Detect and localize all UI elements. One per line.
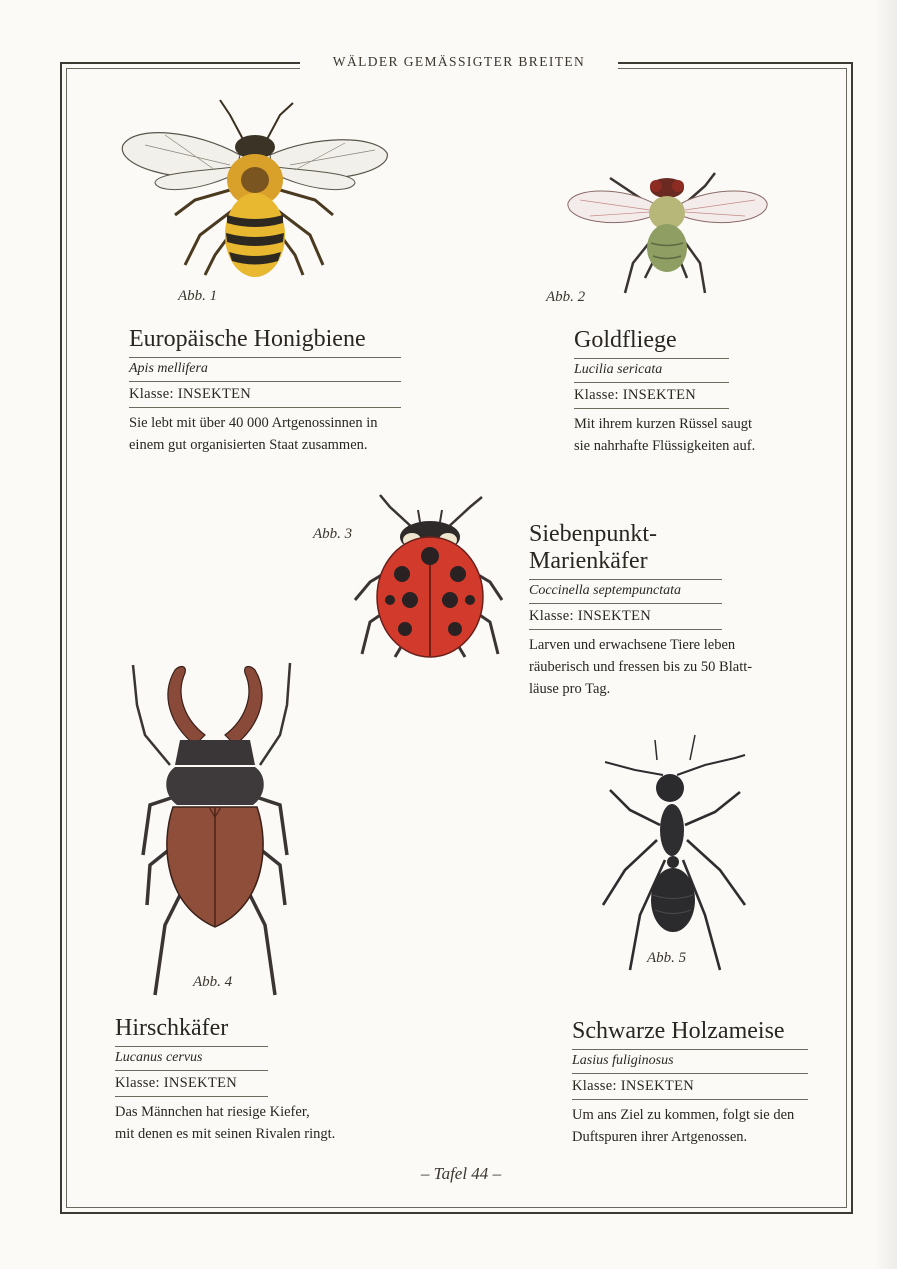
entry-class — [572, 1074, 808, 1100]
entry-class — [115, 1071, 268, 1097]
class-value: INSEKTEN — [163, 1075, 238, 1091]
class-label: Klasse: — [572, 1078, 617, 1094]
desc-line: läuse pro Tag. — [529, 681, 611, 697]
entry-name — [529, 521, 722, 580]
class-label: Klasse: — [529, 608, 574, 624]
entry-latin-name: Lucilia sericata — [574, 359, 729, 383]
footer-dash-right: – — [492, 1164, 502, 1183]
entry-name-line: Siebenpunkt- — [529, 521, 657, 547]
class-label: Klasse: — [574, 387, 619, 403]
desc-line: Larven und erwachsene Tiere leben — [529, 637, 736, 653]
figure-label-5: Abb. 5 — [647, 950, 687, 966]
entry-class — [529, 604, 722, 630]
ladybird-illustration — [350, 492, 510, 667]
desc-line: Sie lebt mit über 40 000 Artgenossinnen in — [129, 415, 378, 431]
footer-dash-left: – — [420, 1164, 430, 1183]
entry-name: Hirschkäfer — [115, 1015, 268, 1047]
desc-line: Um ans Ziel zu kommen, folgt sie den — [572, 1107, 795, 1123]
class-label: Klasse: — [115, 1075, 160, 1091]
desc-line: mit denen es mit seinen Rivalen ringt. — [115, 1126, 336, 1142]
entry-name: Schwarze Holzameise — [572, 1018, 808, 1050]
class-value: INSEKTEN — [577, 608, 652, 624]
entry-name: Europäische Honigbiene — [129, 326, 401, 358]
figure-label-1: Abb. 1 — [178, 288, 218, 304]
entry-name-line: Marienkäfer — [529, 548, 648, 574]
greenbottle-fly-illustration — [565, 148, 770, 303]
figure-label-3: Abb. 3 — [313, 526, 353, 542]
page-edge-shadow — [875, 0, 897, 1269]
entry-latin-name: Coccinella septempunctata — [529, 580, 722, 604]
entry-marienkaefer — [529, 521, 753, 700]
desc-line: Das Männchen hat riesige Kiefer, — [115, 1104, 310, 1120]
figure-label-4: Abb. 4 — [193, 974, 233, 990]
entry-latin-name: Lucanus cervus — [115, 1047, 268, 1071]
entry-latin-name: Lasius fuliginosus — [572, 1050, 808, 1074]
figure-label-2: Abb. 2 — [546, 289, 586, 305]
class-value: INSEKTEN — [177, 386, 252, 402]
class-label: Klasse: — [129, 386, 174, 402]
desc-line: räuberisch und fressen bis zu 50 Blatt- — [529, 659, 753, 675]
entry-class — [574, 383, 729, 409]
desc-line: sie nahrhafte Flüssigkeiten auf. — [574, 438, 756, 454]
entry-description — [572, 1100, 832, 1148]
desc-line: Duftspuren ihrer Artgenossen. — [572, 1129, 748, 1145]
class-value: INSEKTEN — [620, 1078, 695, 1094]
entry-honeybee — [129, 326, 401, 456]
desc-line: Mit ihrem kurzen Rüssel saugt — [574, 416, 753, 432]
entry-description — [574, 409, 804, 457]
entry-description — [129, 408, 429, 456]
entry-class — [129, 382, 401, 408]
black-ant-illustration — [595, 730, 765, 975]
honeybee-illustration — [115, 95, 395, 285]
entry-latin-name: Apis mellifera — [129, 358, 401, 382]
plate-number: Tafel 44 — [433, 1164, 489, 1183]
stag-beetle-illustration — [125, 655, 305, 1000]
entry-description — [115, 1097, 395, 1145]
entry-goldfliege — [574, 327, 756, 457]
desc-line: einem gut organisierten Staat zusammen. — [129, 437, 368, 453]
entry-hirschkaefer — [115, 1015, 336, 1145]
page-header: WÄLDER GEMÄSSIGTER BREITEN — [332, 54, 586, 69]
entry-description — [529, 630, 789, 700]
page-footer — [405, 1164, 517, 1184]
entry-name: Goldfliege — [574, 327, 729, 359]
entry-holzameise — [572, 1018, 808, 1148]
class-value: INSEKTEN — [622, 387, 697, 403]
